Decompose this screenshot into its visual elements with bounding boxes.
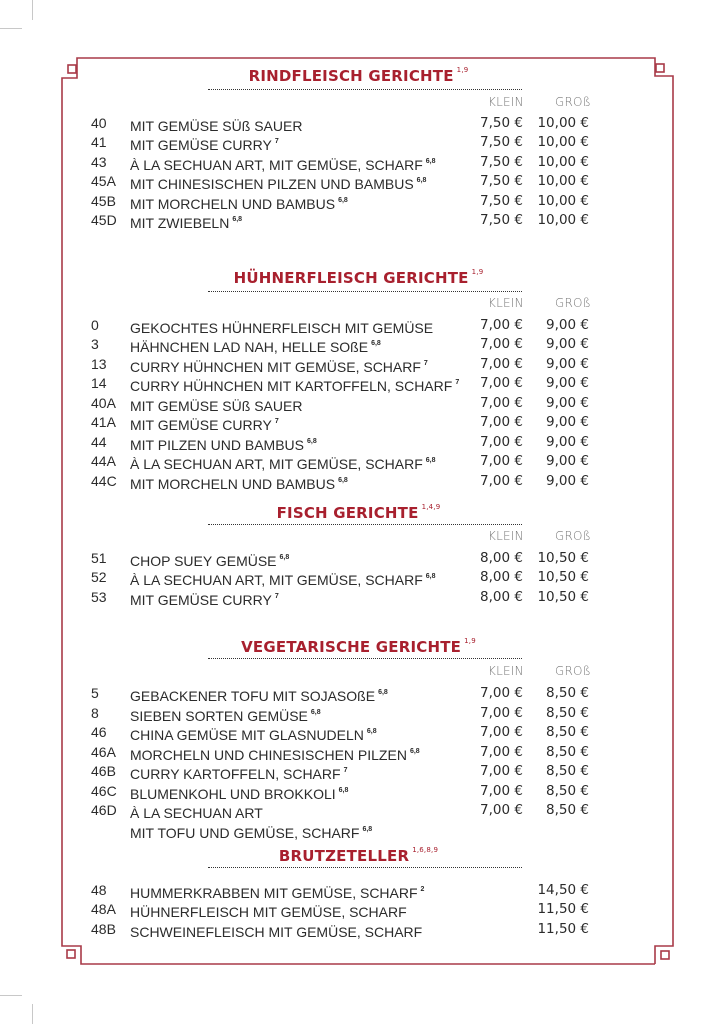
- menu-item: 46B CURRY KARTOFFELN, SCHARF $^7$ 7,00 € 8,50 €: [91, 763, 589, 782]
- menu-item: 41A MIT GEMÜSE CURRY $^7$ 7,00 € 9,00 €: [91, 414, 589, 433]
- allergen-note: 1,4,9: [421, 503, 441, 511]
- column-header-large: GROß: [555, 296, 591, 310]
- menu-item: 41 MIT GEMÜSE CURRY $^7$ 7,50 € 10,00 €: [91, 134, 589, 153]
- menu-item: 48 HUMMERKRABBEN MIT GEMÜSE, SCHARF $^2$ 14,50 €: [91, 882, 589, 901]
- crop-mark-bottom-vertical: [32, 1004, 33, 1024]
- menu-item: 48A HÜHNERFLEISCH MIT GEMÜSE, SCHARF 11,50 €: [91, 901, 589, 920]
- column-header-large: GROß: [555, 664, 591, 678]
- menu-item: 3 HÄHNCHEN LAD NAH, HELLE SOßE $^{6,8}$ 7,00 € 9,00 €: [91, 336, 589, 355]
- menu-item: 0 GEKOCHTES HÜHNERFLEISCH MIT GEMÜSE 7,00 € 9,00 €: [91, 317, 589, 336]
- menu-item: 8 SIEBEN SORTEN GEMÜSE $^{6,8}$ 7,00 € 8,50 €: [91, 705, 589, 724]
- menu-item: 46D À LA SECHUAN ART 7,00 € 8,50 €: [91, 802, 589, 821]
- menu-item: 48B SCHWEINEFLEISCH MIT GEMÜSE, SCHARF 11,50 €: [91, 921, 589, 940]
- dotted-divider: [208, 291, 522, 292]
- menu-item-continuation: MIT TOFU UND GEMÜSE, SCHARF $^{6,8}$: [130, 825, 373, 841]
- column-header-small: KLEIN: [488, 95, 524, 109]
- menu-item: 46 CHINA GEMÜSE MIT GLASNUDELN $^{6,8}$ 7,00 € 8,50 €: [91, 724, 589, 743]
- allergen-note: 1,9: [471, 268, 484, 276]
- column-header-small: KLEIN: [488, 664, 524, 678]
- section-title-text: RINDFLEISCH GERICHTE: [248, 67, 454, 85]
- column-header-small: KLEIN: [488, 529, 524, 543]
- menu-item: 44A À LA SECHUAN ART, MIT GEMÜSE, SCHARF $^{6,8}$ 7,00 € 9,00 €: [91, 453, 589, 472]
- menu-item: 45D MIT ZWIEBELN $^{6,8}$ 7,50 € 10,00 €: [91, 212, 589, 231]
- allergen-note: 1,9: [464, 637, 476, 645]
- section-title-fisch: [0, 503, 717, 522]
- column-header-small: KLEIN: [488, 296, 524, 310]
- section-title-text: FISCH GERICHTE: [276, 504, 419, 522]
- menu-item: 5 GEBACKENER TOFU MIT SOJASOßE $^{6,8}$ 7,00 € 8,50 €: [91, 685, 589, 704]
- menu-item: 46C BLUMENKOHL UND BROKKOLI $^{6,8}$ 7,00 € 8,50 €: [91, 783, 589, 802]
- allergen-note: 1,6,8,9: [412, 846, 439, 854]
- menu-item: 14 CURRY HÜHNCHEN MIT KARTOFFELN, SCHARF $^7$ 7,00 € 9,00 €: [91, 375, 589, 394]
- section-title-text: VEGETARISCHE GERICHTE: [241, 638, 462, 656]
- menu-item: 45B MIT MORCHELN UND BAMBUS $^{6,8}$ 7,50 € 10,00 €: [91, 193, 589, 212]
- crop-mark-top-vertical: [32, 0, 33, 20]
- column-header-large: GROß: [555, 529, 591, 543]
- menu-item: 13 CURRY HÜHNCHEN MIT GEMÜSE, SCHARF $^7$ 7,00 € 9,00 €: [91, 356, 589, 375]
- dotted-divider: [208, 867, 522, 868]
- menu-item: 43 À LA SECHUAN ART, MIT GEMÜSE, SCHARF $^{6,8}$ 7,50 € 10,00 €: [91, 154, 589, 173]
- section-title-huehnerfleisch: [0, 268, 717, 287]
- section-title-text: HÜHNERFLEISCH GERICHTE: [233, 269, 469, 287]
- crop-mark-top-horizontal: [0, 28, 22, 29]
- dotted-divider: [208, 524, 522, 525]
- menu-item: 40 MIT GEMÜSE SÜß SAUER 7,50 € 10,00 €: [91, 115, 589, 134]
- menu-item: 52 À LA SECHUAN ART, MIT GEMÜSE, SCHARF $^{6,8}$ 8,00 € 10,50 €: [91, 569, 589, 588]
- menu-item: 53 MIT GEMÜSE CURRY $^7$ 8,00 € 10,50 €: [91, 589, 589, 608]
- column-header-large: GROß: [555, 95, 591, 109]
- allergen-note: 1,9: [456, 66, 469, 74]
- section-title-rindfleisch: [0, 66, 717, 85]
- crop-mark-bottom-horizontal: [0, 995, 22, 996]
- menu-item: 40A MIT GEMÜSE SÜß SAUER 7,00 € 9,00 €: [91, 395, 589, 414]
- menu-item: 45A MIT CHINESISCHEN PILZEN UND BAMBUS $^{6,8}$ 7,50 € 10,00 €: [91, 173, 589, 192]
- menu-item: 44C MIT MORCHELN UND BAMBUS $^{6,8}$ 7,00 € 9,00 €: [91, 473, 589, 492]
- menu-item: 44 MIT PILZEN UND BAMBUS $^{6,8}$ 7,00 € 9,00 €: [91, 434, 589, 453]
- section-title-vegetarisch: [0, 637, 717, 656]
- dotted-divider: [208, 658, 522, 659]
- menu-item: 51 CHOP SUEY GEMÜSE $^{6,8}$ 8,00 € 10,50 €: [91, 550, 589, 569]
- section-title-brutzeteller: [0, 846, 717, 865]
- section-title-text: BRUTZETELLER: [278, 847, 410, 865]
- menu-item: 46A MORCHELN UND CHINESISCHEN PILZEN $^{6,8}$ 7,00 € 8,50 €: [91, 744, 589, 763]
- dotted-divider: [208, 89, 522, 90]
